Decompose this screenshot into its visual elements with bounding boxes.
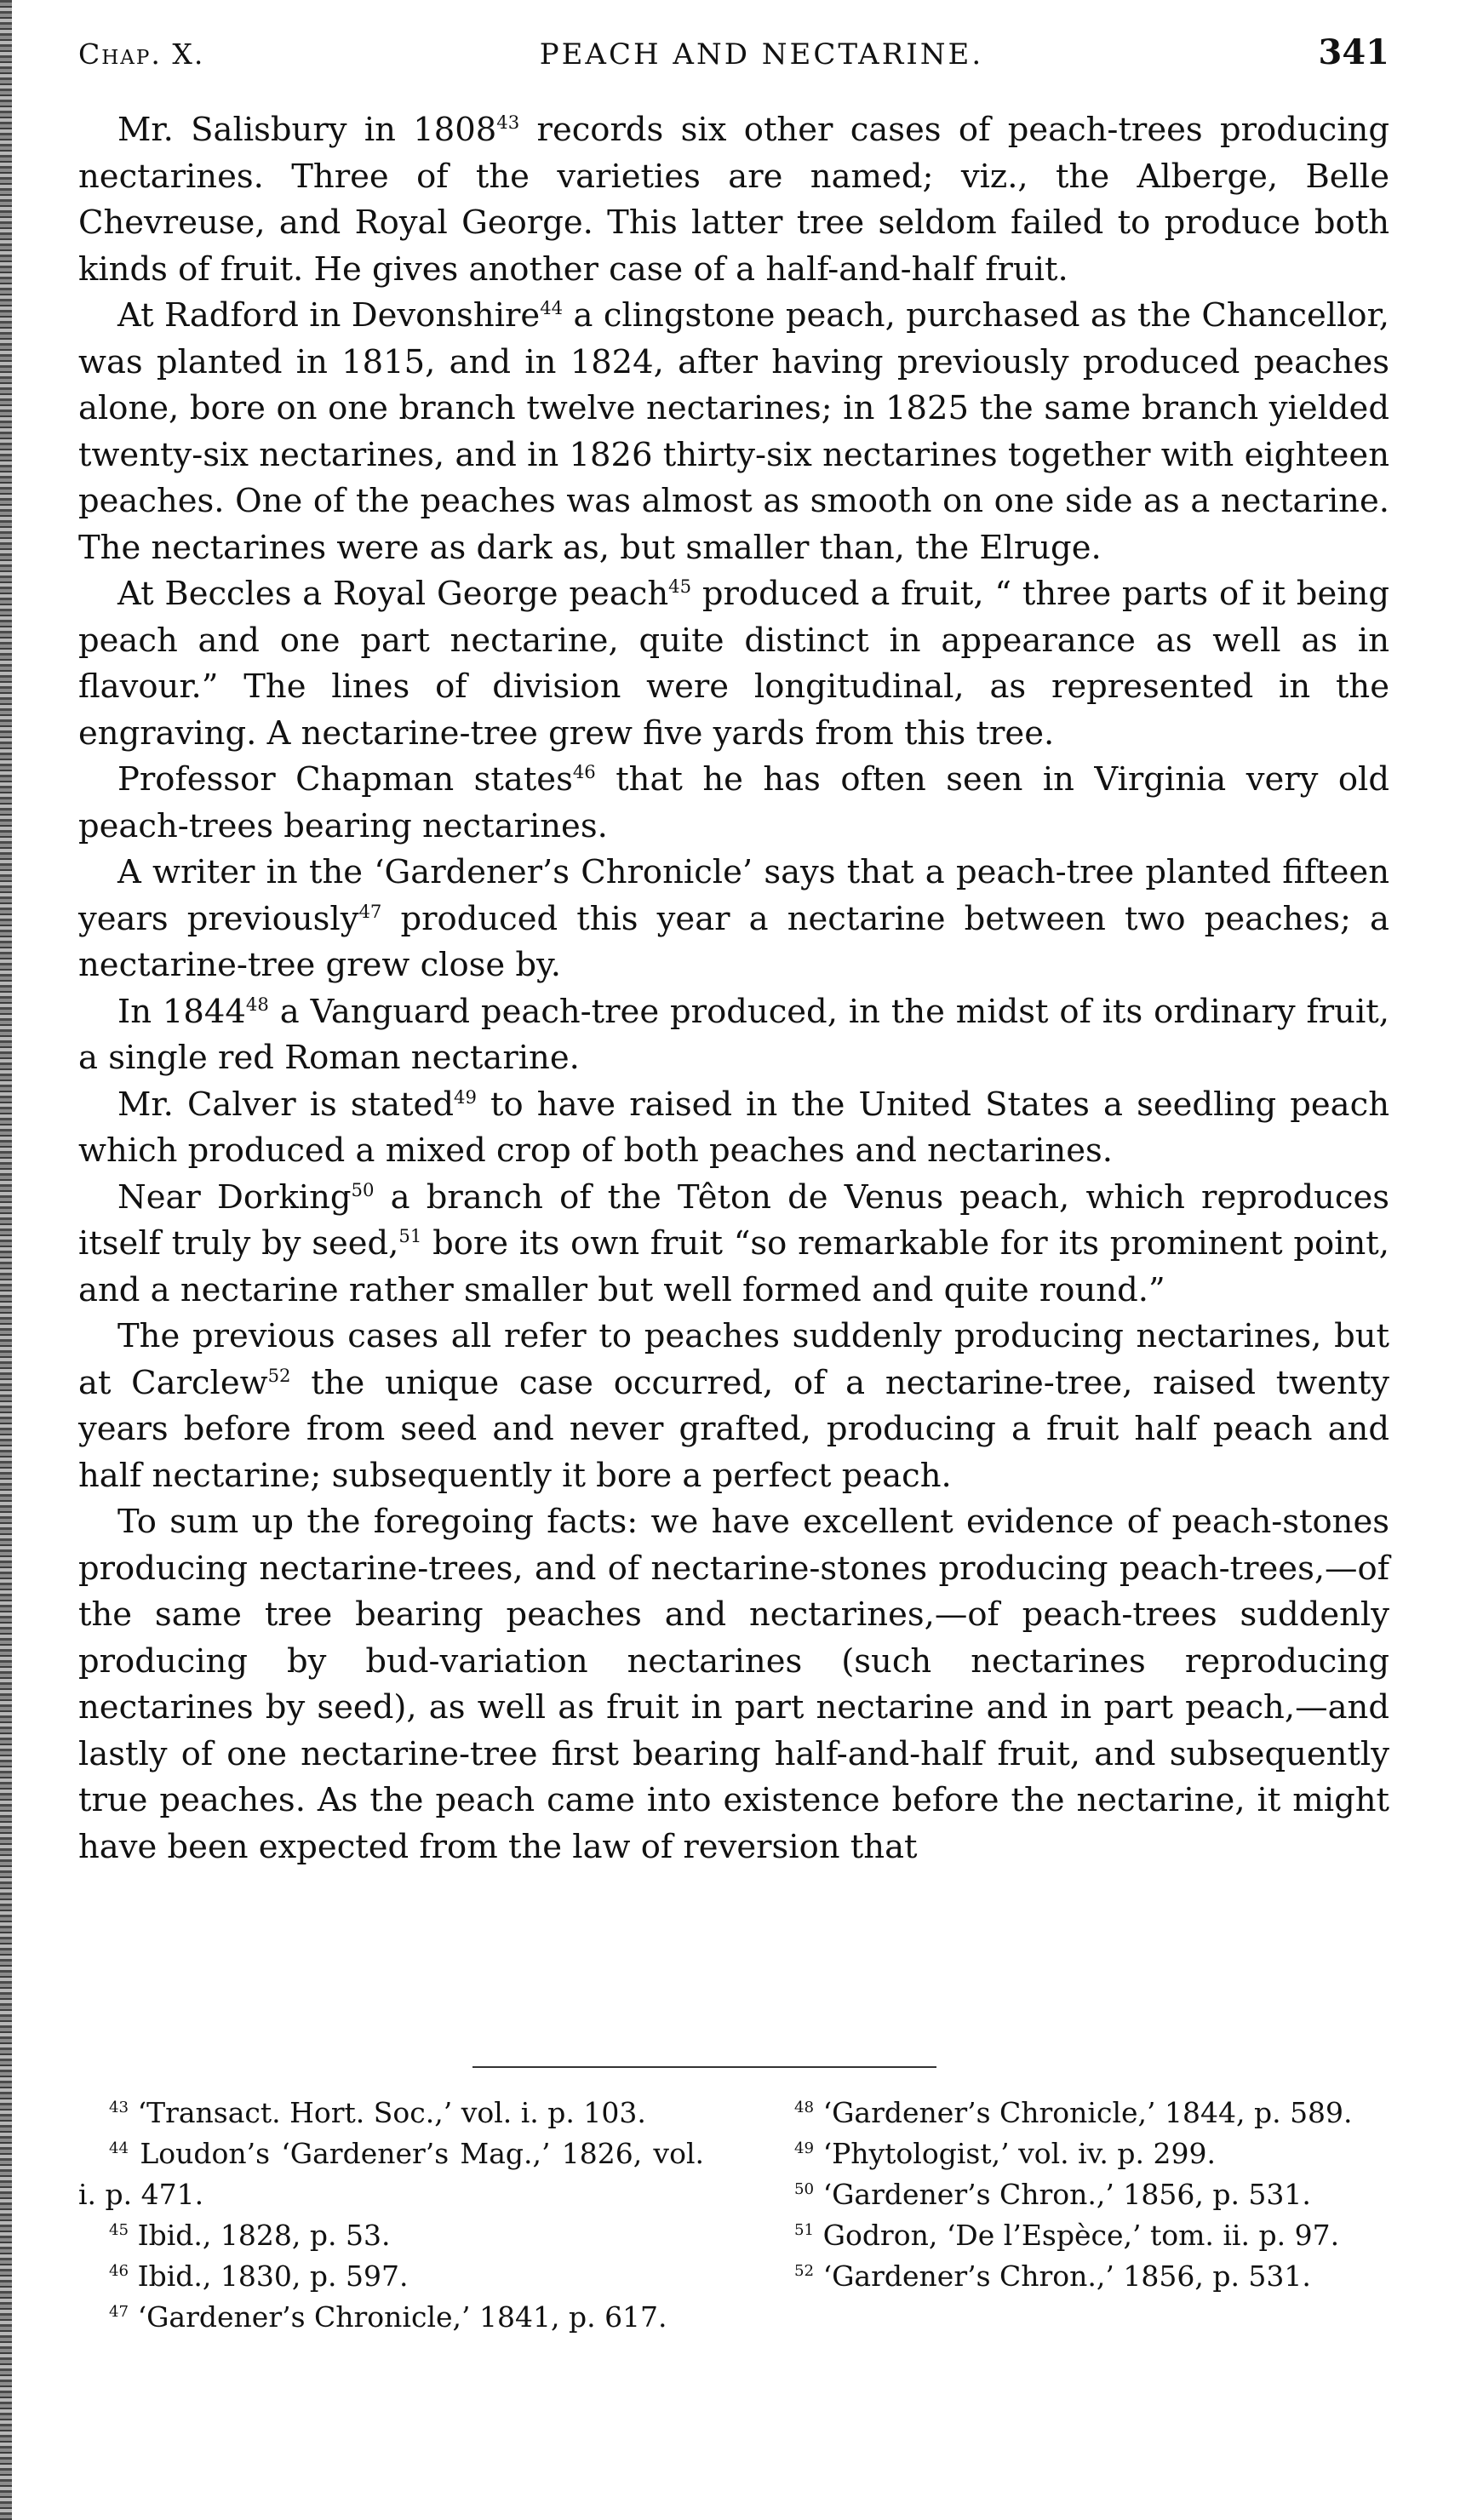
- footnote-number: 46: [109, 2262, 129, 2280]
- text-run: Near Dorking: [117, 1177, 352, 1217]
- footnote: [78, 2215, 704, 2256]
- body-paragraph: [78, 1499, 1389, 1870]
- footnote-text: ‘Transact. Hort. Soc.,’ vol. i. p. 103.: [129, 2096, 646, 2129]
- text-run: A writer in the ‘Gardener’s Chronicle’ says that a peach-tree planted fifteen years previously: [78, 853, 1389, 938]
- footnotes-left-column: [78, 2093, 704, 2338]
- page-title: PEACH AND NECTARINE.: [539, 37, 984, 72]
- footnote: [78, 2256, 704, 2297]
- footnote: [764, 2093, 1389, 2133]
- footnote-number: 50: [794, 2180, 815, 2198]
- footnote-text: ‘Gardener’s Chron.,’ 1856, p. 531.: [814, 2259, 1311, 2293]
- book-page: [78, 32, 1389, 2334]
- footnote-number: 44: [109, 2139, 129, 2157]
- footnote-reference[interactable]: 50: [351, 1178, 375, 1200]
- footnote: [764, 2133, 1389, 2174]
- footnote-reference[interactable]: 45: [668, 576, 692, 598]
- footnote-number: 47: [109, 2303, 129, 2321]
- body-paragraph: [78, 1175, 1389, 1314]
- body-paragraph: [78, 757, 1389, 850]
- body-paragraph: [78, 989, 1389, 1082]
- text-run: that he has often seen in Virginia very old peach-trees bearing nectarines.: [78, 760, 1389, 845]
- footnote-reference[interactable]: 44: [540, 297, 564, 319]
- body-paragraph: [78, 107, 1389, 293]
- footnote-number: 52: [794, 2262, 815, 2280]
- text-run: a branch of the Têton de Venus peach, which reproduces itself truly by seed,: [78, 1177, 1389, 1263]
- footnote: [764, 2174, 1389, 2215]
- footnote-reference[interactable]: 49: [454, 1085, 477, 1108]
- text-run: produced a fruit, “ three parts of it being peach and one part nectarine, quite distinct in appearance as well as in flavour.” The lines of division were longitudinal, as represented in the engraving. A nectarine-tree grew five yards from this tree.: [78, 575, 1389, 753]
- footnote-number: 43: [109, 2099, 129, 2116]
- text-run: to have raised in the United States a seedling peach which produced a mixed crop of both peaches and nectarines.: [78, 1085, 1389, 1170]
- footnote-number: 45: [109, 2221, 129, 2239]
- footnote: [764, 2256, 1389, 2297]
- footnote-reference[interactable]: 43: [496, 112, 520, 134]
- footnote-text: Loudon’s ‘Gardener’s Mag.,’ 1826, vol. i. p. 471.: [78, 2137, 704, 2211]
- body-paragraph: [78, 850, 1389, 989]
- text-run: Professor Chapman states: [117, 760, 573, 799]
- footnote: [78, 2133, 704, 2215]
- footnote-text: ‘Gardener’s Chronicle,’ 1844, p. 589.: [814, 2096, 1353, 2129]
- footnote: [764, 2215, 1389, 2256]
- text-run: produced this year a nectarine between two peaches; a nectarine-tree grew close by.: [78, 899, 1389, 984]
- chapter-label: Chap. X.: [78, 37, 205, 71]
- footnote-number: 49: [794, 2139, 815, 2157]
- text-run: At Radford in Devonshire: [117, 296, 541, 335]
- footnotes-right-column: [764, 2093, 1389, 2338]
- footnote-text: ‘Phytologist,’ vol. iv. p. 299.: [814, 2137, 1216, 2170]
- page-binding-edge: [0, 0, 12, 2520]
- footnote-number: 51: [794, 2221, 815, 2239]
- text-run: Mr. Calver is stated: [117, 1085, 454, 1124]
- text-run: a Vanguard peach-tree produced, in the midst of its ordinary fruit, a single red Roman nectarine.: [78, 992, 1389, 1077]
- footnote-reference[interactable]: 47: [358, 900, 382, 922]
- text-run: At Beccles a Royal George peach: [117, 575, 669, 613]
- text-run: a clingstone peach, purchased as the Chancellor, was planted in 1815, and in 1824, after having previously produced peaches alone, bore on one branch twelve nectarines; in 1825 the same branch yielded twenty-six nectarines, and in 1826 thirty-six nectarines together with eighteen peaches. One of the peaches was almost as smooth on one side as a nectarine. The nectarines were as dark as, but smaller than, the Elruge.: [78, 296, 1389, 567]
- footnote-reference[interactable]: 48: [245, 993, 269, 1015]
- footnote-reference[interactable]: 52: [267, 1364, 291, 1386]
- footnote-text: Godron, ‘De l’Espèce,’ tom. ii. p. 97.: [814, 2219, 1340, 2252]
- running-head: [78, 32, 1389, 80]
- footnote-reference[interactable]: 46: [572, 761, 596, 783]
- text-run: the unique case occurred, of a nectarine-tree, raised twenty years before from seed and never grafted, producing a fruit half peach and half nectarine; subsequently it bore a perfect peach.: [78, 1363, 1389, 1495]
- footnote: [78, 2297, 704, 2338]
- text-run: Mr. Salisbury in 1808: [117, 111, 497, 149]
- footnote: [78, 2093, 704, 2133]
- footnotes: [78, 2093, 1389, 2338]
- text-run: records six other cases of peach-trees producing nectarines. Three of the varieties are named; viz., the Alberge, Belle Chevreuse, and Royal George. This latter tree seldom failed to produce both kinds of fruit. He gives another case of a half-and-half fruit.: [78, 111, 1389, 289]
- body-paragraph: [78, 1082, 1389, 1175]
- page-number: 341: [1318, 32, 1389, 72]
- body-paragraph: [78, 571, 1389, 757]
- text-run: To sum up the foregoing facts: we have excellent evidence of peach-stones producing nectarine-trees, and of nectarine-stones producing peach-trees,—of the same tree bearing peaches and nectarines,—of peach-trees suddenly producing by bud-variation nectarines (such nectarines reproducing nectarines by seed), as well as fruit in part nectarine and in part peach,—and lastly of one nectarine-tree first bearing half-and-half fruit, and subsequently true peaches. As the peach came into existence before the nectarine, it might have been expected from the law of reversion that: [78, 1503, 1389, 1866]
- footnote-text: ‘Gardener’s Chron.,’ 1856, p. 531.: [814, 2178, 1311, 2211]
- body-text: [78, 107, 1389, 1870]
- footnote-reference[interactable]: 51: [398, 1225, 422, 1247]
- footnote-text: ‘Gardener’s Chronicle,’ 1841, p. 617.: [129, 2300, 667, 2334]
- text-run: bore its own fruit “so remarkable for its prominent point, and a nectarine rather smaller but well formed and quite round.”: [78, 1224, 1389, 1309]
- text-run: The previous cases all refer to peaches suddenly producing nectarines, but at Carclew: [78, 1317, 1389, 1402]
- body-paragraph: [78, 1314, 1389, 1499]
- footnote-text: Ibid., 1830, p. 597.: [129, 2259, 409, 2293]
- footnote-text: Ibid., 1828, p. 53.: [129, 2219, 391, 2252]
- footnote-number: 48: [794, 2099, 815, 2116]
- text-run: In 1844: [117, 992, 246, 1031]
- body-paragraph: [78, 293, 1389, 571]
- footnote-rule: [472, 2066, 936, 2068]
